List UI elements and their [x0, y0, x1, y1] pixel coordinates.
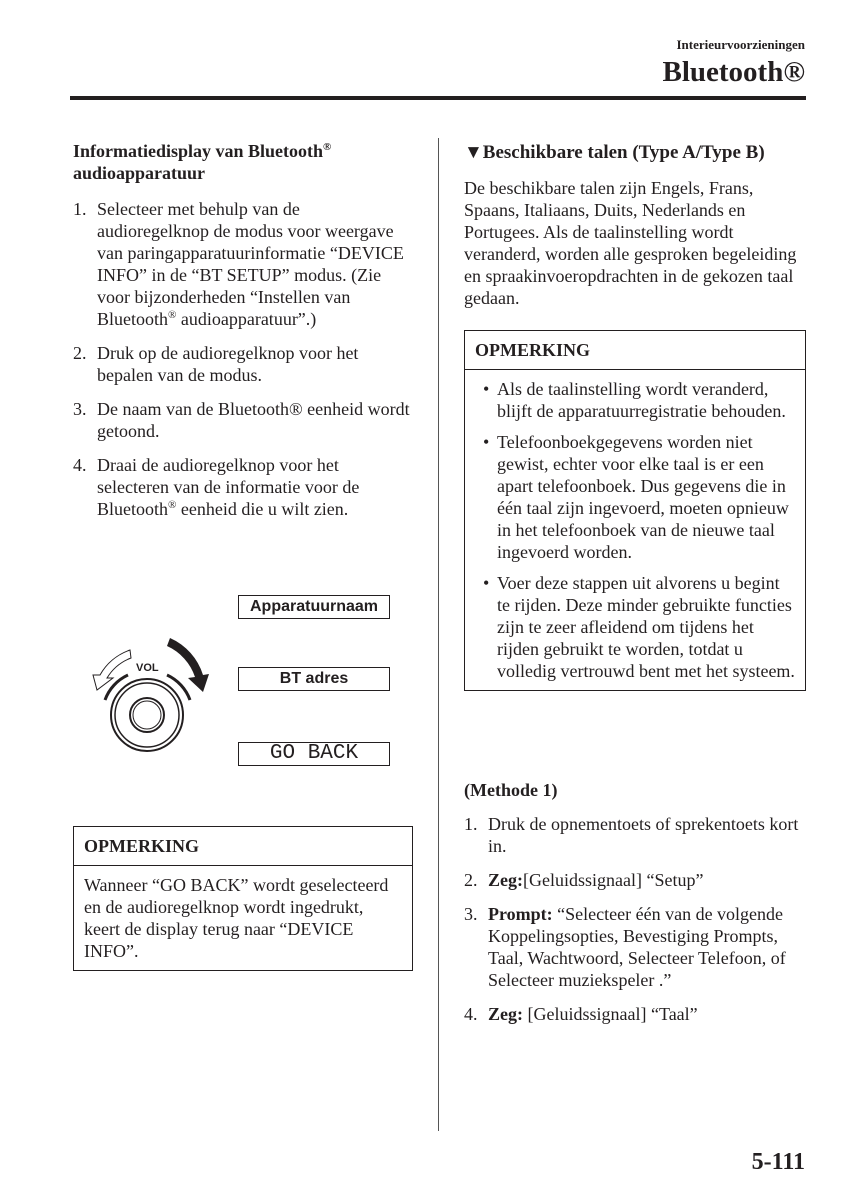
step-text: Draai de audioregelknop voor het selecteren van de informatie voor de Bluetooth: [97, 455, 360, 519]
right-heading: [464, 142, 806, 164]
step-number: 1.: [464, 814, 478, 834]
right-steps: [464, 813, 806, 1037]
step: [464, 813, 806, 857]
audio-knob-icon: [85, 630, 215, 760]
heading-text: Informatiedisplay van Bluetooth: [73, 141, 324, 161]
step-text: Selecteer met behulp van de audioregelknop de modus voor weergave van paringapparatuurinformatie “DEVICE INFO” in de “BT SETUP” modus. (Zie voor bijzonderheden “Instellen van Bluetooth: [97, 199, 404, 329]
step: [73, 198, 415, 330]
page-title: Bluetooth®: [662, 56, 805, 88]
heading-text-2: audioapparatuur: [73, 163, 206, 183]
note-title: OPMERKING: [74, 827, 412, 866]
step-number: 4.: [464, 1004, 478, 1024]
step: [464, 1003, 806, 1025]
sup: ®: [168, 499, 177, 511]
vol-label: VOL: [136, 662, 159, 674]
note-bullet: • Als de taalinstelling wordt veranderd, blijft de apparatuurregistratie behouden.: [475, 378, 795, 422]
left-steps: [73, 198, 415, 532]
step-text: “Selecteer één van de volgende Koppelingsopties, Bevestiging Prompts, Taal, Wachtwoord, Selecteer Telefoon, of Selecteer muziekspeler .”: [488, 904, 786, 990]
note-bullet: • Telefoonboekgegevens worden niet gewist, echter voor elke taal is er een apart telefoonboek. Dus gegevens die in één taal zijn ingevoerd, moeten opnieuw in het telefoonboek van de nieuwe taal ingevoerd worden.: [475, 431, 795, 563]
column-divider: [438, 138, 439, 1131]
step-text: audioapparatuur”.): [176, 309, 317, 329]
method-label: (Methode 1): [464, 780, 558, 800]
step-text: De naam van de Bluetooth® eenheid wordt getoond.: [97, 399, 410, 441]
sup: ®: [168, 309, 177, 321]
step-keyword: Zeg:: [488, 870, 523, 890]
step-number: 4.: [73, 455, 87, 475]
step-text: eenheid die u wilt zien.: [176, 499, 349, 519]
step: [464, 869, 806, 891]
step: [73, 398, 415, 442]
display-bt-address: BT adres: [238, 667, 390, 691]
step-keyword: Prompt:: [488, 904, 553, 924]
note-box: [464, 330, 806, 691]
step-number: 2.: [464, 870, 478, 890]
heading-text: ▼Beschikbare talen (Type A/Type B): [464, 142, 765, 163]
sup: ®: [323, 141, 332, 153]
note-box: [73, 826, 413, 971]
intro-text: De beschikbare talen zijn Engels, Frans, Spaans, Italiaans, Duits, Nederlands en Portugees. Als de taalinstelling wordt veranderd, worden alle gesproken begeleiding en spraakinvoeropdrachten in de gekozen taal gedaan.: [464, 178, 797, 308]
note-title: OPMERKING: [465, 331, 805, 370]
step: [73, 454, 415, 520]
step-number: 1.: [73, 199, 87, 219]
step-text: [Geluidssignaal] “Setup”: [523, 870, 704, 890]
step-number: 3.: [464, 904, 478, 924]
left-heading: [73, 140, 415, 184]
section-label: Interieurvoorzieningen: [676, 37, 805, 52]
page-number: 5-111: [751, 1149, 805, 1175]
step-text: Druk de opnementoets of sprekentoets kort in.: [488, 814, 799, 856]
step: [73, 342, 415, 386]
step-number: 2.: [73, 343, 87, 363]
step: [464, 903, 806, 991]
display-go-back: GO BACK: [238, 742, 390, 766]
step-keyword: Zeg:: [488, 1004, 523, 1024]
header-rule: [70, 96, 806, 100]
note-bullet: • Voer deze stappen uit alvorens u begint te rijden. Deze minder gebruikte functies zijn te zeer afleidend om tijdens het rijden gebruikt te worden, totdat u volledig vertrouwd bent met het systeem.: [475, 572, 795, 682]
step-number: 3.: [73, 399, 87, 419]
note-text: Wanneer “GO BACK” wordt geselecteerd en de audioregelknop wordt ingedrukt, keert de display terug naar “DEVICE INFO”.: [84, 875, 389, 961]
step-text: [Geluidssignaal] “Taal”: [523, 1004, 698, 1024]
step-text: Druk op de audioregelknop voor het bepalen van de modus.: [97, 343, 359, 385]
display-device-name: Apparatuurnaam: [238, 595, 390, 619]
